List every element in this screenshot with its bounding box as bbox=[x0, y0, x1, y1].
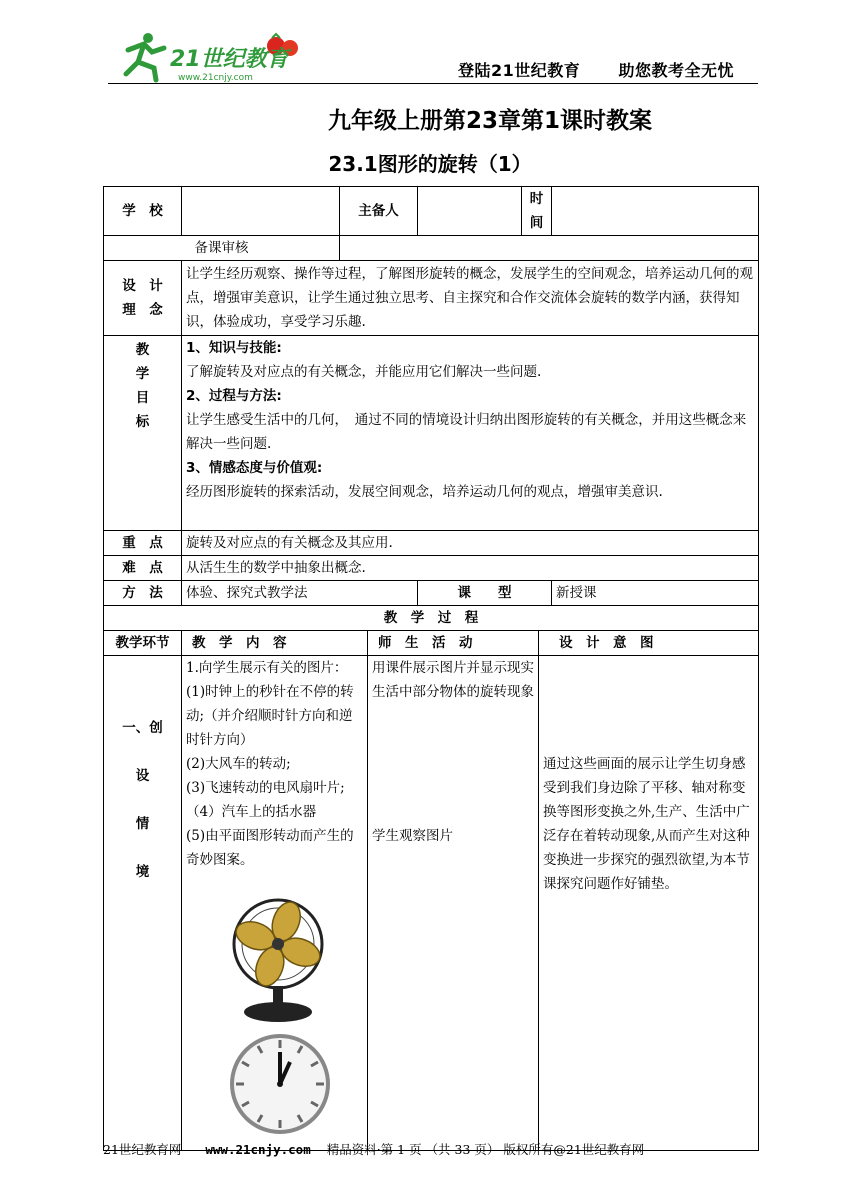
slogan-right: 助您教考全无忧 bbox=[618, 61, 734, 80]
difficult-label: 难 点 bbox=[104, 556, 182, 581]
review-row bbox=[104, 236, 759, 261]
goal1-title: 1、知识与技能: bbox=[186, 340, 282, 356]
col-stage: 教学环节 bbox=[104, 631, 182, 656]
key-label: 重 点 bbox=[104, 531, 182, 556]
review-label: 备课审核 bbox=[104, 236, 340, 261]
key-text: 旋转及对应点的有关概念及其应用. bbox=[182, 531, 759, 556]
clock-image bbox=[228, 1032, 332, 1136]
goal3-text: 经历图形旋转的探索活动，发展空间观念，培养运动几何的观点，增强审美意识. bbox=[186, 484, 663, 500]
stage1-content-line: (1)时钟上的秒针在不停的转动;（并介绍顺时针方向和逆时针方向） bbox=[186, 684, 354, 748]
type-label: 课 型 bbox=[418, 581, 552, 606]
design-label: 设 计 理 念 bbox=[104, 261, 182, 336]
design-row bbox=[104, 261, 759, 336]
footer-site: 21世纪教育网 bbox=[103, 1142, 182, 1157]
stage1-content-line: 1.向学生展示有关的图片： bbox=[186, 660, 348, 676]
stage1-activity bbox=[368, 656, 539, 1151]
col-content: 教 学 内 容 bbox=[182, 631, 368, 656]
lesson-plan-table bbox=[103, 186, 759, 1151]
runner-icon bbox=[126, 33, 164, 80]
goal3-title: 3、情感态度与价值观: bbox=[186, 460, 323, 476]
goals-label: 教 学 目 标 bbox=[104, 336, 182, 531]
method-label: 方 法 bbox=[104, 581, 182, 606]
col-activity: 师 生 活 动 bbox=[368, 631, 539, 656]
time-value bbox=[552, 187, 759, 236]
school-label: 学 校 bbox=[104, 187, 182, 236]
stage1-content bbox=[182, 656, 368, 1151]
footer-info: 精品资料·第 1 页 （共 33 页） 版权所有@21世纪教育网 bbox=[326, 1142, 645, 1157]
goals-text bbox=[182, 336, 759, 531]
site-logo bbox=[108, 30, 308, 84]
method-text: 体验、探究式教学法 bbox=[182, 581, 418, 606]
stage1-content-line: (5)由平面图形转动而产生的奇妙图案。 bbox=[186, 828, 354, 868]
stage1-content-line: (3)飞速转动的电风扇叶片; bbox=[186, 780, 345, 796]
difficult-text: 从活生生的数学中抽象出概念. bbox=[182, 556, 759, 581]
column-header-row bbox=[104, 631, 759, 656]
method-row bbox=[104, 581, 759, 606]
page-title: 九年级上册第23章第1课时教案 bbox=[327, 108, 652, 134]
header-slogan bbox=[458, 58, 734, 81]
stage1-content-line: （4）汽车上的括水器 bbox=[186, 804, 317, 820]
stage1-label: 一、创 设 情 境 bbox=[104, 656, 182, 1151]
stage1-intent: 通过这些画面的展示让学生切身感受到我们身边除了平移、轴对称变换等图形变换之外,生产、生活中广泛存在着转动现象,从而产生对这种变换进一步探究的强烈欲望,为本节课探究问题作好铺垫。 bbox=[539, 656, 759, 1151]
type-text: 新授课 bbox=[552, 581, 759, 606]
info-row bbox=[104, 187, 759, 236]
difficult-row bbox=[104, 556, 759, 581]
goal2-title: 2、过程与方法: bbox=[186, 388, 282, 404]
preparer-value bbox=[418, 187, 522, 236]
logo-text: 21世纪教育 bbox=[170, 47, 289, 72]
stage1-row bbox=[104, 656, 759, 1151]
preparer-label: 主备人 bbox=[340, 187, 418, 236]
goal1-text: 了解旋转及对应点的有关概念，并能应用它们解决一些问题. bbox=[186, 364, 542, 380]
stage1-activity-2: 学生观察图片 bbox=[372, 828, 453, 844]
review-value bbox=[340, 236, 759, 261]
page-footer bbox=[103, 1140, 644, 1158]
stage1-activity-1: 用课件展示图片并显示现实生活中部分物体的旋转现象 bbox=[372, 660, 534, 700]
stage1-content-line: (2)大风车的转动; bbox=[186, 756, 291, 772]
process-row bbox=[104, 606, 759, 631]
time-label: 时 间 bbox=[522, 187, 552, 236]
slogan-left: 登陆21世纪教育 bbox=[458, 61, 581, 80]
col-intent: 设 计 意 图 bbox=[539, 631, 759, 656]
design-text: 让学生经历观察、操作等过程，了解图形旋转的概念，发展学生的空间观念，培养运动几何的观点，增强审美意识，让学生通过独立思考、自主探究和合作交流体会旋转的数学内涵，获得知识，体验成功，享受学习乐趣. bbox=[182, 261, 759, 336]
goals-row bbox=[104, 336, 759, 531]
lesson-title: 23.1图形的旋转（1） bbox=[328, 152, 532, 176]
process-label: 教 学 过 程 bbox=[104, 606, 759, 631]
header-divider bbox=[108, 83, 758, 84]
school-value bbox=[182, 187, 340, 236]
footer-url[interactable]: www.21cnjy.com bbox=[205, 1142, 311, 1157]
key-row bbox=[104, 531, 759, 556]
electric-fan-image bbox=[228, 896, 328, 1026]
logo-url: www.21cnjy.com bbox=[178, 73, 253, 83]
goal2-text: 让学生感受生活中的几何， 通过不同的情境设计归纳出图形旋转的有关概念，并用这些概念来解决一些问题. bbox=[186, 412, 747, 452]
